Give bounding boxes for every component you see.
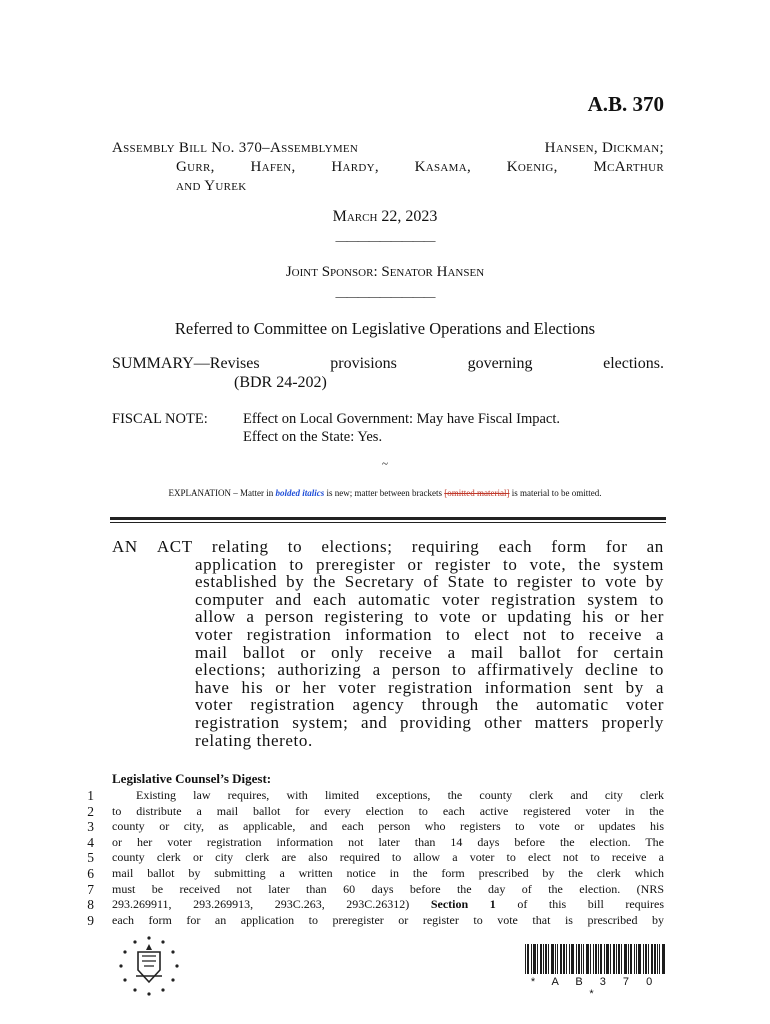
digest-line: county clerk or city clerk are also required to allow a voter to elect not to receive a <box>112 850 664 865</box>
digest-title: Legislative Counsel’s Digest: <box>112 771 272 786</box>
barcode-bar <box>595 944 596 974</box>
authors-line-2 <box>112 158 664 177</box>
barcode-bar <box>571 944 572 974</box>
barcode-bar <box>636 944 637 974</box>
explanation-middle: is new; matter between brackets <box>324 488 445 498</box>
digest-line: to distribute a mail ballot for every election to each active registered voter in the <box>112 803 664 818</box>
barcode-bar <box>537 944 538 974</box>
barcode-bar <box>664 944 665 974</box>
barcode-bar <box>662 944 663 974</box>
act-word: for <box>605 537 628 556</box>
barcode-bar <box>634 944 635 974</box>
explanation-note <box>0 488 770 498</box>
act-line: computer and each automatic voter registration system to <box>195 589 664 609</box>
barcode-bar <box>606 944 607 974</box>
act-word: AN <box>112 537 138 556</box>
barcode-bar <box>579 944 580 974</box>
explanation-bolded-italics: bolded italics <box>275 488 325 498</box>
explanation-omitted: [omitted material] <box>444 488 510 498</box>
barcode-bar <box>583 944 584 974</box>
line-number: 1 <box>87 788 94 803</box>
act-title <box>112 538 664 749</box>
committee-referral: Referred to Committee on Legislative Operations and Elections <box>174 319 596 338</box>
fiscal-local-effect: Effect on Local Government: May have Fiscal Impact. <box>243 411 561 427</box>
digest-text <box>112 788 664 928</box>
thin-rule <box>110 522 666 523</box>
barcode-bar <box>581 944 582 974</box>
thick-rule <box>110 517 666 520</box>
barcode-bar <box>573 944 574 974</box>
barcode-bar <box>614 944 615 974</box>
author-name: McArthur <box>593 159 664 175</box>
fiscal-note <box>112 410 560 446</box>
barcode-bar <box>566 944 567 974</box>
barcode-bar <box>608 944 609 974</box>
explanation-suffix: is material to be omitted. <box>509 488 602 498</box>
digest-line: mail ballot by submitting a written notice in the form prescribed by the clerk which <box>112 865 664 880</box>
tilde-separator: ~ <box>382 458 388 470</box>
act-line: established by the Secretary of State to register to vote by <box>195 572 664 592</box>
act-line: registration system; and providing other matters properly <box>195 712 664 732</box>
authors-line-1 <box>112 139 664 158</box>
act-line: relating thereto. <box>195 730 313 750</box>
barcode-bar <box>546 944 547 974</box>
barcode-bar <box>528 944 529 974</box>
barcode-bar <box>569 944 570 974</box>
barcode-bar <box>555 944 556 974</box>
barcode-bar <box>654 944 655 974</box>
line-number: 8 <box>87 897 94 913</box>
barcode-bar <box>621 944 622 974</box>
act-body <box>112 556 664 750</box>
barcode-bar <box>560 944 561 974</box>
barcode-bar <box>596 944 597 974</box>
barcode-bar <box>652 944 653 974</box>
barcode-bar <box>631 944 632 974</box>
act-word: ACT <box>156 537 193 556</box>
section-reference: Section 1 <box>430 897 496 912</box>
barcode-bar <box>598 944 599 974</box>
summary-word: governing <box>467 355 533 372</box>
introduction-date: March 22, 2023 <box>332 208 438 225</box>
barcode-text: * A B 3 7 0 * <box>530 976 660 1000</box>
author-name: Hardy, <box>331 159 379 175</box>
barcode-bar <box>657 944 658 974</box>
barcode-bar <box>601 944 602 974</box>
barcode-bar <box>600 944 601 974</box>
summary-word: elections. <box>603 355 664 372</box>
barcode-bar <box>628 944 629 974</box>
digest-line <box>112 897 664 913</box>
bill-authors <box>112 139 664 196</box>
barcode <box>525 944 665 974</box>
authors-line-1-right: Hansen, Dickman; <box>544 140 664 156</box>
line-number: 7 <box>87 881 94 897</box>
act-line: voter registration agency through the automatic voter <box>195 695 664 715</box>
line-number: 4 <box>87 834 94 850</box>
barcode-bar <box>638 944 639 974</box>
barcode-bar <box>534 944 535 974</box>
barcode-bar <box>639 944 640 974</box>
barcode-bar <box>648 944 649 974</box>
barcode-bar <box>540 944 541 974</box>
author-name: Gurr, <box>176 159 215 175</box>
barcode-bar <box>586 944 587 974</box>
act-word: form <box>551 537 587 556</box>
line-number: 5 <box>87 850 94 866</box>
act-word: to <box>287 537 303 556</box>
act-line: application to preregister or register to vote, the system <box>195 554 664 574</box>
line-number: 9 <box>87 912 94 928</box>
act-line: allow a person registering to vote or updating his or her <box>195 607 664 627</box>
barcode-bar <box>541 944 542 974</box>
state-seal-icon <box>114 932 184 1002</box>
act-line: voter registration information to elect not to receive a <box>195 624 664 644</box>
fiscal-note-label: FISCAL NOTE: <box>112 411 208 427</box>
digest-line: each form for an application to preregister or register to vote that is prescribed by <box>112 912 664 927</box>
barcode-bar <box>531 944 532 974</box>
author-name: Koenig, <box>506 159 558 175</box>
barcode-bar <box>535 944 536 974</box>
authors-line-1-left: Assembly Bill No. 370–Assemblymen <box>112 140 359 156</box>
barcode-bar <box>625 944 626 974</box>
bill-number: A.B. 370 <box>587 92 664 116</box>
act-word: each <box>498 537 533 556</box>
barcode-bar <box>545 944 546 974</box>
digest-line-text: of this bill requires <box>495 897 665 912</box>
barcode-bar <box>613 944 614 974</box>
barcode-bar <box>624 944 625 974</box>
author-name: Hafen, <box>250 159 296 175</box>
barcode-bar <box>610 944 611 974</box>
fiscal-state-effect: Effect on the State: Yes. <box>243 429 383 445</box>
barcode-bar <box>527 944 528 974</box>
barcode-bar <box>572 944 573 974</box>
authors-line-3: and Yurek <box>176 178 247 194</box>
barcode-bar <box>646 944 647 974</box>
barcode-bar <box>548 944 549 974</box>
act-word: elections; <box>321 537 393 556</box>
digest-line: county or city, as applicable, and each person who registers to vote or updates his <box>112 819 664 834</box>
barcode-bar <box>553 944 554 974</box>
act-first-line <box>112 538 664 556</box>
line-number: 3 <box>87 819 94 835</box>
author-name: Kasama, <box>414 159 472 175</box>
barcode-bar <box>619 944 620 974</box>
barcode-bar <box>590 944 591 974</box>
divider: ————————— <box>335 233 435 247</box>
barcode-bar <box>616 944 617 974</box>
bdr-number: (BDR 24-202) <box>234 374 327 391</box>
line-numbers <box>80 788 94 928</box>
barcode-bar <box>587 944 588 974</box>
fiscal-note-line-1 <box>112 410 560 428</box>
act-word: an <box>646 537 664 556</box>
barcode-bar <box>655 944 656 974</box>
barcode-bar <box>593 944 594 974</box>
act-line: mail ballot or only receive a mail ballot for certain <box>195 642 664 662</box>
digest-line: must be received not later than 60 days before the day of the election. (NRS <box>112 881 664 896</box>
barcode-bar <box>578 944 579 974</box>
digest-line-text: 293.269911, 293.269913, 293C.263, 293C.26312) <box>112 897 431 912</box>
divider: ————————— <box>335 289 435 303</box>
barcode-bar <box>552 944 553 974</box>
joint-sponsor: Joint Sponsor: Senator Hansen <box>285 264 485 280</box>
barcode-bar <box>533 944 534 974</box>
barcode-bar <box>557 944 558 974</box>
barcode-bar <box>563 944 564 974</box>
barcode-bar <box>651 944 652 974</box>
explanation-prefix: EXPLANATION – Matter in <box>168 488 276 498</box>
summary-word: provisions <box>330 355 397 372</box>
barcode-bar <box>659 944 660 974</box>
digest-line: Existing law requires, with limited exceptions, the county clerk and city clerk <box>136 788 664 802</box>
summary-line <box>112 354 664 373</box>
barcode-bar <box>618 944 619 974</box>
bill-summary <box>112 354 664 392</box>
barcode-bar <box>551 944 552 974</box>
barcode-bar <box>525 944 526 974</box>
barcode-bar <box>607 944 608 974</box>
barcode-bar <box>588 944 589 974</box>
barcode-bar <box>576 944 577 974</box>
barcode-bar <box>626 944 627 974</box>
digest-line: or her voter registration information not later than 14 days before the election. The <box>112 834 664 849</box>
barcode-bar <box>645 944 646 974</box>
line-number: 6 <box>87 865 94 881</box>
barcode-bar <box>630 944 631 974</box>
barcode-bar <box>564 944 565 974</box>
line-number: 2 <box>87 803 94 819</box>
barcode-bar <box>640 944 641 974</box>
barcode-bar <box>604 944 605 974</box>
barcode-bar <box>663 944 664 974</box>
summary-word: SUMMARY—Revises <box>112 355 260 372</box>
act-word: requiring <box>411 537 480 556</box>
act-line: have his or her voter registration information sent by a <box>195 677 664 697</box>
act-word: relating <box>211 537 269 556</box>
act-line: elections; authorizing a person to affirmatively decline to <box>195 660 664 680</box>
barcode-bar <box>543 944 544 974</box>
barcode-bar <box>561 944 562 974</box>
barcode-bar <box>643 944 644 974</box>
